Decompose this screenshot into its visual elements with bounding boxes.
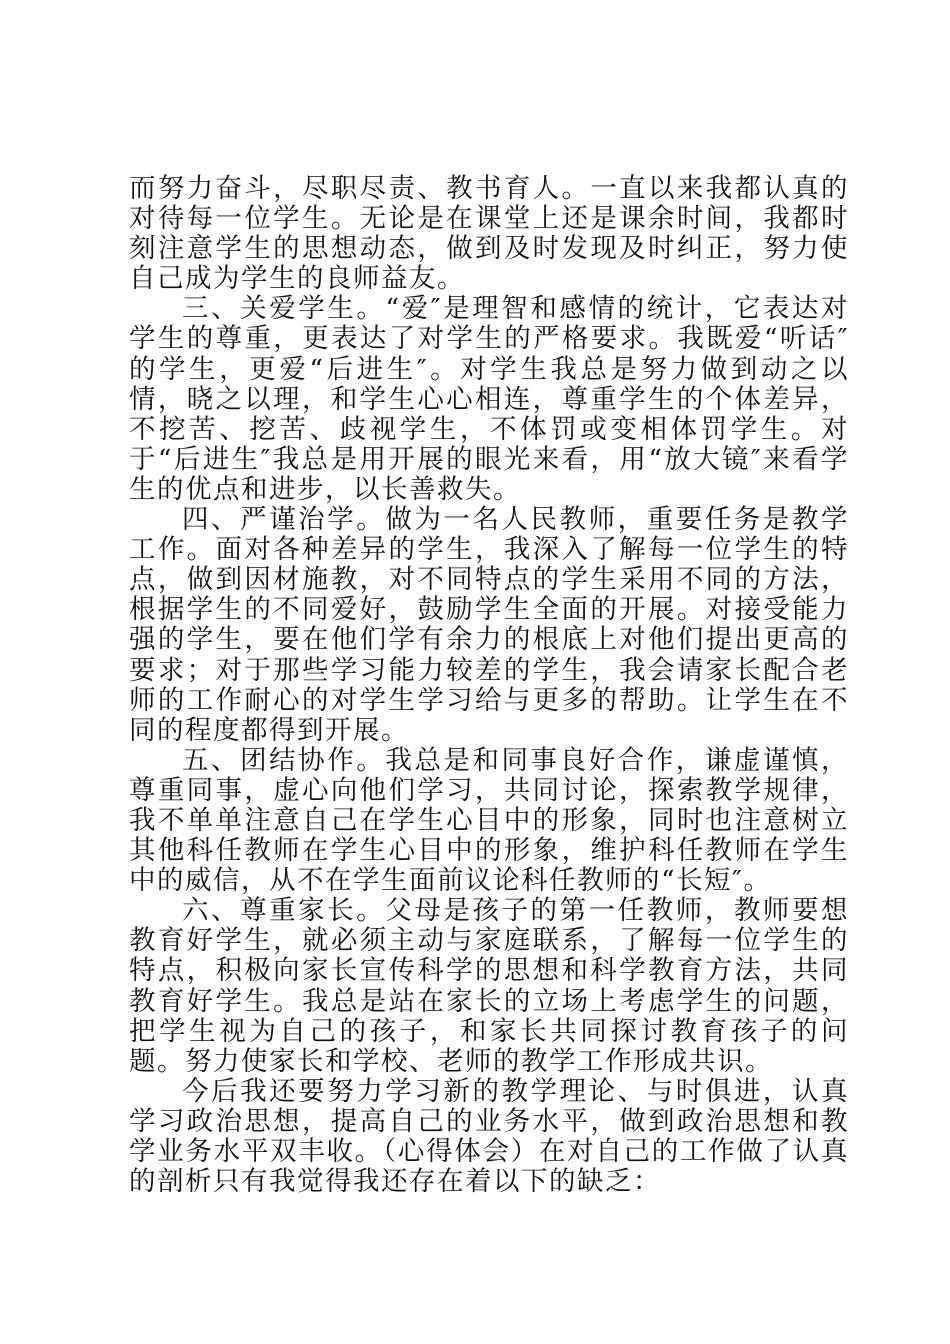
document-body — [129, 174, 849, 1197]
paragraph-rigorous-teaching: 四、严谨治学。做为一名人民教师，重要任务是教学工作。面对各种差异的学生，我深入了解每一位学生的特点，做到因材施教，对不同特点的学生采用不同的方法，根据学生的不同爱好，鼓励学生全面的开展。对接受能力强的学生，要在他们学有余力的根底上对他们提出更高的要求；对于那些学习能力较差的学生，我会请家长配合老师的工作耐心的对学生学习给与更多的帮助。让学生在不同的程度都得到开展。 — [129, 504, 849, 746]
paragraph-continuation: 而努力奋斗，尽职尽责、教书育人。一直以来我都认真的对待每一位学生。无论是在课堂上还是课余时间，我都时刻注意学生的思想动态，做到及时发现及时纠正，努力使自己成为学生的良师益友。 — [129, 173, 849, 295]
paragraph-care-for-students: 三、关爱学生。“爱″是理智和感情的统计，它表达对学生的尊重，更表达了对学生的严格要求。我既爱“听话″的学生，更爱“后进生″。对学生我总是努力做到动之以情，晓之以理，和学生心心相连，尊重学生的个体差异，不挖苦、挖苦、歧视学生，不体罚或变相体罚学生。对于“后进生″我总是用开展的眼光来看，用“放大镜″来看学生的优点和进步，以长善救失。 — [129, 293, 849, 505]
paragraph-future-plans: 今后我还要努力学习新的教学理论、与时俱进，认真学习政治思想，提高自己的业务水平，做到政治思想和教学业务水平双丰收。（心得体会）在对自己的工作做了认真的剖析只有我觉得我还存在着以下的缺乏： — [129, 1075, 849, 1198]
paragraph-teamwork: 五、团结协作。我总是和同事良好合作，谦虚谨慎，尊重同事，虚心向他们学习，共同讨论，探索教学规律，我不单单注意自己在学生心目中的形象，同时也注意树立其他科任教师在学生心目中的形象，维护科任教师在学生中的威信，从不在学生面前议论科任教师的“长短″。 — [129, 744, 849, 897]
paragraph-respect-parents: 六、尊重家长。父母是孩子的第一任教师，教师要想教育好学生，就必须主动与家庭联系，了解每一位学生的特点，积极向家长宣传科学的思想和科学教育方法，共同教育好学生。我总是站在家长的立场上考虑学生的问题，把学生视为自己的孩子，和家长共同探讨教育孩子的问题。努力使家长和学校、老师的教学工作形成共识。 — [129, 895, 849, 1077]
